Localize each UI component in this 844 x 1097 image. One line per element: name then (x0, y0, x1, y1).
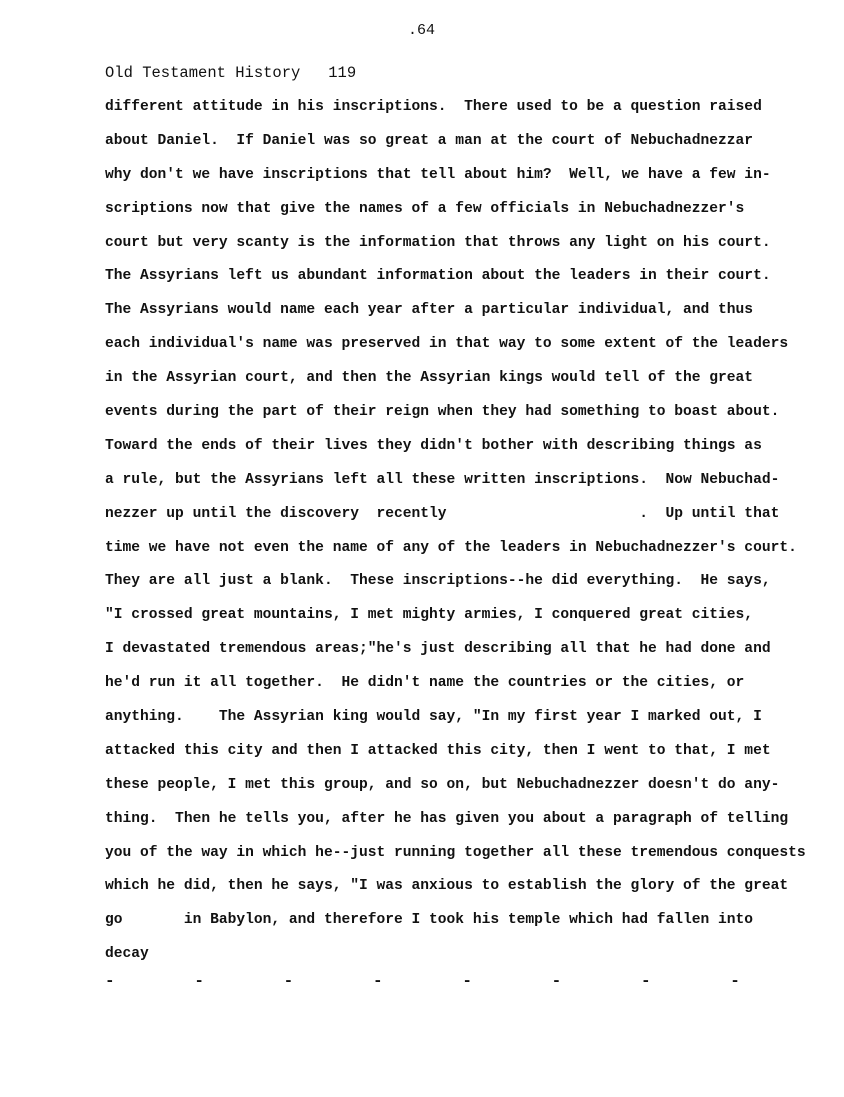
text-line: scriptions now that give the names of a few officials in Nebuchadnezzer's (105, 200, 745, 217)
header-title: Old Testament History (105, 64, 301, 82)
text-line: about Daniel. If Daniel was so great a man at the court of Nebuchadnezzar (105, 132, 754, 149)
dash-mark: - (283, 972, 294, 990)
body-text (105, 97, 806, 978)
page-header (105, 64, 356, 82)
text-line: you of the way in which he--just running together all these tremendous conquests (105, 844, 806, 861)
text-line: The Assyrians would name each year after a particular individual, and thus (105, 302, 754, 319)
text-line: which he did, then he says, "I was anxious to establish the glory of the great (105, 878, 789, 895)
text-line: anything. The Assyrian king would say, "In my first year I marked out, I (105, 709, 762, 726)
dash-mark: - (730, 972, 740, 990)
text-line: The Assyrians left us abundant information about the leaders in their court. (105, 268, 771, 285)
text-line: thing. Then he tells you, after he has given you about a paragraph of telling (105, 810, 789, 827)
text-line: go in Babylon, and therefore I took his temple which had fallen into (105, 912, 754, 929)
text-line: Toward the ends of their lives they didn't bother with describing things as (105, 437, 762, 454)
text-line: attacked this city and then I attacked this city, then I went to that, I met (105, 742, 771, 759)
text-line: in the Assyrian court, and then the Assyrian kings would tell of the great (105, 370, 754, 387)
header-number: 119 (328, 64, 357, 82)
dash-mark: - (551, 972, 562, 990)
dash-mark: - (194, 972, 204, 990)
text-line: why don't we have inscriptions that tell about him? Well, we have a few in- (105, 166, 771, 183)
dash-mark: - (462, 972, 472, 990)
text-line: I devastated tremendous areas;"he's just describing all that he had done and (105, 641, 771, 658)
text-line: these people, I met this group, and so on, but Nebuchadnezzer doesn't do any- (105, 776, 780, 793)
text-line: nezzer up until the discovery recently . Up until that (105, 505, 780, 522)
dash-separator (105, 972, 740, 990)
text-line: time we have not even the name of any of the leaders in Nebuchadnezzer's court. (105, 539, 797, 556)
text-line: They are all just a blank. These inscriptions--he did everything. He says, (105, 573, 771, 590)
text-line: a rule, but the Assyrians left all these written inscriptions. Now Nebuchad- (105, 471, 780, 488)
text-line: he'd run it all together. He didn't name the countries or the cities, or (105, 675, 745, 692)
dash-mark: - (372, 972, 383, 990)
text-line: court but very scanty is the information that throws any light on his court. (105, 234, 771, 251)
text-line: each individual's name was preserved in that way to some extent of the leaders (105, 336, 789, 353)
text-line: events during the part of their reign when they had something to boast about. (105, 404, 780, 421)
text-line: "I crossed great mountains, I met mighty armies, I conquered great cities, (105, 607, 754, 624)
page-number: .64 (408, 22, 436, 39)
dash-mark: - (640, 972, 651, 990)
dash-mark: - (105, 972, 115, 990)
text-line: decay (105, 946, 149, 963)
text-line: different attitude in his inscriptions. There used to be a question raised (105, 99, 762, 115)
